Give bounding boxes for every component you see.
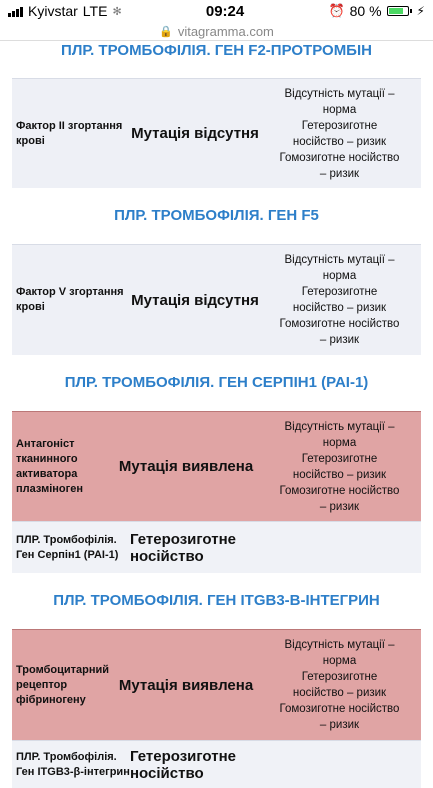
test-result: Гетерозиготне носійство bbox=[130, 747, 236, 782]
result-row-genotype bbox=[12, 521, 421, 573]
section-title-f2: ПЛР. ТРОМБОФІЛІЯ. ГЕН F2-ПРОТРОМБІН bbox=[61, 42, 372, 59]
test-name: Тромбоцитарний рецептор фібриногену bbox=[16, 663, 110, 706]
test-name: Фактор V згортання крові bbox=[16, 286, 124, 313]
result-row bbox=[12, 78, 421, 188]
lock-icon: 🔒 bbox=[159, 25, 173, 38]
test-result: Мутація виявлена bbox=[118, 676, 254, 694]
status-bar bbox=[0, 0, 433, 22]
loading-icon: ✻ bbox=[112, 5, 122, 18]
test-result: Гетерозиготне носійство bbox=[130, 530, 236, 565]
url-bar[interactable] bbox=[0, 22, 433, 41]
section-title-serpin1: ПЛР. ТРОМБОФІЛІЯ. ГЕН СЕРПІН1 (PAI-1) bbox=[64, 374, 369, 391]
network-type: LTE bbox=[82, 3, 108, 19]
reference-values: Відсутність мутації – норма Гетерозиготне носійство – ризик Гомозиготне носійство – ризик bbox=[279, 254, 400, 346]
signal-icon bbox=[8, 6, 23, 17]
test-name: ПЛР. Тромбофілія. Ген Серпін1 (PAI-1) bbox=[16, 533, 119, 561]
result-row-alert bbox=[12, 629, 421, 740]
result-row bbox=[12, 244, 421, 355]
reference-values: Відсутність мутації – норма Гетерозиготне носійство – ризик Гомозиготне носійство – ризик bbox=[279, 420, 400, 513]
reference-values: Відсутність мутації – норма Гетерозиготне носійство – ризик Гомозиготне носійство – ризик bbox=[279, 639, 400, 731]
battery-icon bbox=[387, 6, 412, 16]
results-content bbox=[0, 41, 433, 788]
test-name: Антагоніст тканинного активатора плазміноген bbox=[16, 437, 83, 495]
alarm-icon: ⏰ bbox=[328, 3, 345, 18]
test-result: Мутація виявлена bbox=[118, 458, 254, 475]
result-row-genotype bbox=[12, 740, 421, 788]
result-row-alert bbox=[12, 411, 421, 521]
reference-values: Відсутність мутації – норма Гетерозиготне носійство – ризик Гомозиготне носійство – ризик bbox=[279, 87, 400, 180]
test-name: ПЛР. Тромбофілія. Ген ITGB3-β-інтегрин bbox=[16, 750, 130, 778]
section-title-itgb3: ПЛР. ТРОМБОФІЛІЯ. ГЕН ITGB3-B-ІНТЕГРИН bbox=[53, 592, 380, 609]
battery-percent: 80 % bbox=[349, 3, 382, 19]
test-name: Фактор II згортання крові bbox=[16, 119, 123, 147]
charging-icon: ⚡ bbox=[416, 4, 425, 18]
status-left bbox=[8, 3, 122, 19]
status-right bbox=[328, 3, 425, 19]
status-time: 09:24 bbox=[205, 2, 245, 20]
section-title-f5: ПЛР. ТРОМБОФІЛІЯ. ГЕН F5 bbox=[114, 207, 319, 224]
test-result: Мутація відсутня bbox=[131, 125, 259, 142]
carrier-name: Kyivstar bbox=[28, 3, 78, 19]
url-text: vitagramma.com bbox=[177, 23, 274, 39]
test-result: Мутація відсутня bbox=[131, 291, 259, 309]
